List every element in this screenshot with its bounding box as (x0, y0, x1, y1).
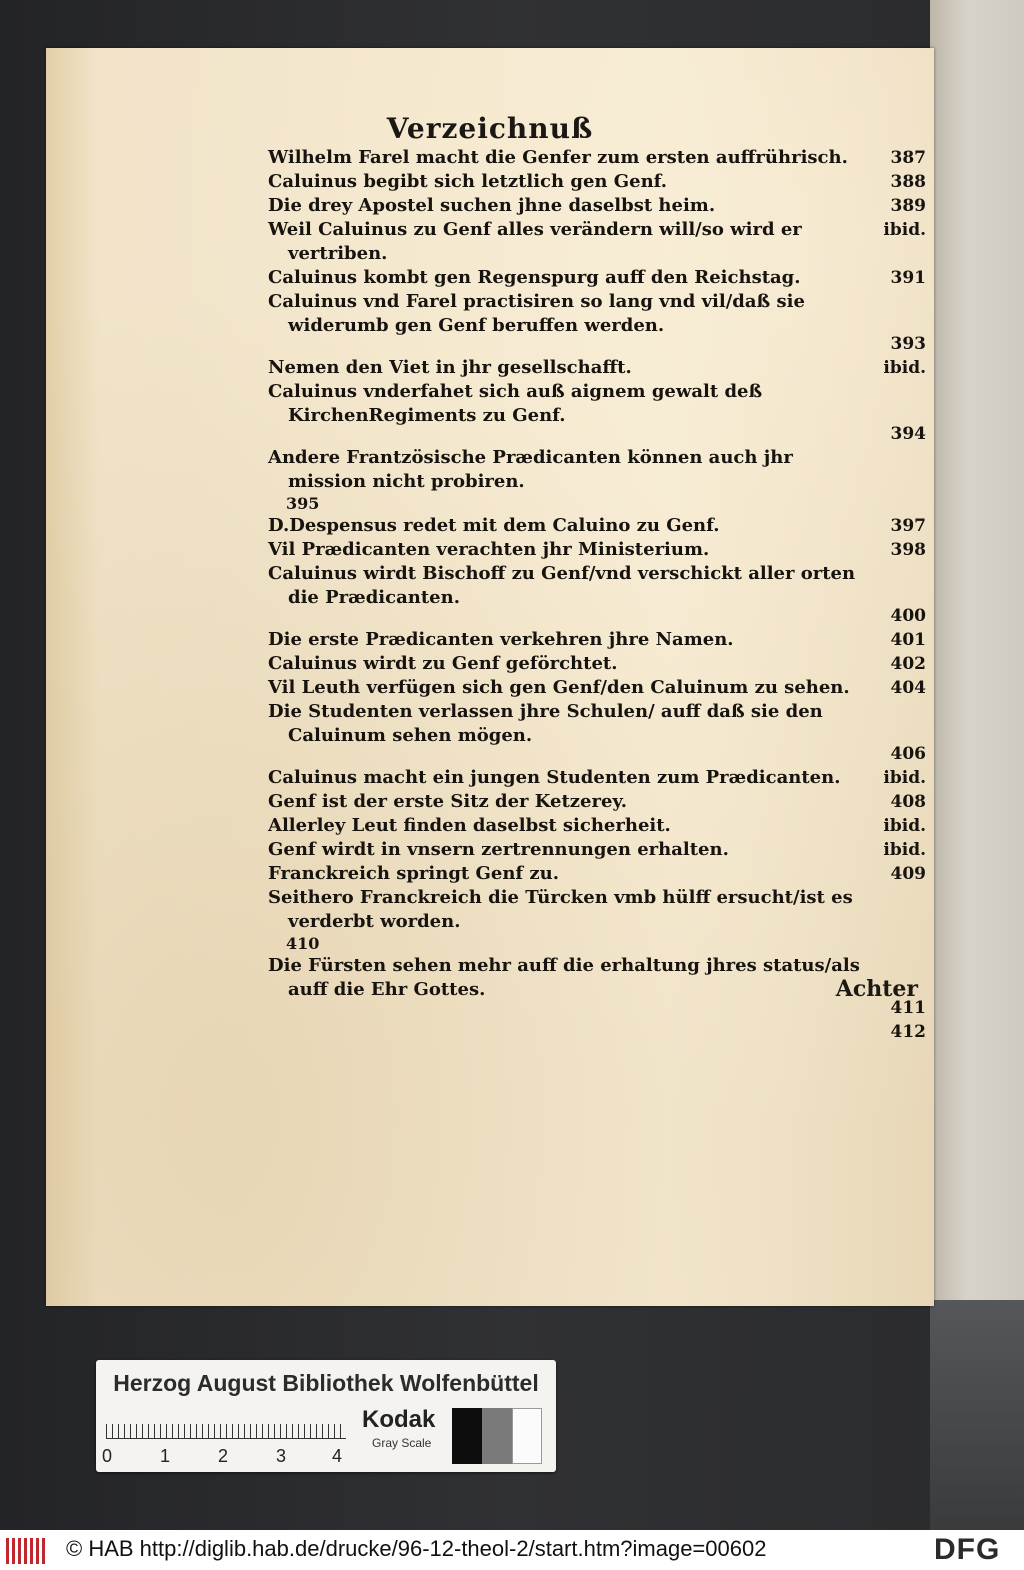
index-entry (268, 290, 928, 354)
entry-page-number: 398 (890, 540, 926, 560)
kodak-brand: Kodak (362, 1406, 436, 1433)
entry-page-number: 408 (890, 792, 926, 812)
index-entry (268, 170, 928, 194)
entry-text: Franckreich springt Genf zu. (268, 863, 560, 884)
ruler-number: 4 (332, 1446, 343, 1466)
book-page (46, 48, 934, 1306)
index-entry (268, 862, 928, 886)
gray-swatch-black (452, 1408, 482, 1464)
ruler-number: 0 (102, 1446, 113, 1466)
index-entry (268, 514, 928, 538)
entry-page-number: ibid. (883, 358, 926, 378)
facing-page-edge (930, 0, 1024, 1530)
entry-page-number: 401 (890, 630, 926, 650)
entry-page-number: ibid. (883, 840, 926, 860)
index-entries (268, 146, 928, 1042)
entry-text: Caluinus vnd Farel practisiren so lang vnd vil/daß sie widerumb gen Genf beruffen werden. (268, 291, 805, 336)
entry-page-number: ibid. (883, 220, 926, 240)
catchword: Achter (835, 976, 918, 1002)
dfg-logo: DFG (934, 1533, 1001, 1566)
entry-text: Caluinus wirdt zu Genf geförchtet. (268, 653, 618, 674)
index-entry (268, 538, 928, 562)
entry-page-number: 404 (890, 678, 926, 698)
facing-page-shadow (930, 1300, 1024, 1530)
index-entry (268, 356, 928, 380)
entry-text: Caluinus begibt sich letztlich gen Genf. (268, 171, 668, 192)
index-entry (268, 814, 928, 838)
entry-text: Wilhelm Farel macht die Genfer zum ersten auffrührisch. (268, 147, 848, 168)
entry-text: Caluinus vnderfahet sich auß aignem gewalt deß KirchenRegiments zu Genf. (268, 381, 763, 426)
entry-page-number: 400 (890, 606, 926, 626)
index-entry (268, 954, 928, 1018)
index-entry (268, 446, 928, 514)
entry-page-number: 394 (890, 424, 926, 444)
index-entry (268, 194, 928, 218)
color-scale-card (96, 1360, 556, 1472)
entry-page-number: 411 (890, 998, 926, 1018)
entry-text: Andere Frantzösische Prædicanten können auch jhr mission nicht probiren. (268, 447, 793, 492)
ruler-number: 1 (160, 1446, 171, 1466)
entry-text: Allerley Leut finden daselbst sicherheit. (268, 815, 671, 836)
entry-page-number: 388 (890, 172, 926, 192)
footer-credit-link[interactable]: © HAB http://diglib.hab.de/drucke/96-12-theol-2/start.htm?image=00602 (66, 1536, 767, 1561)
entry-page-number: 395 (286, 494, 320, 513)
entry-page-number: 409 (890, 864, 926, 884)
entry-text: Die erste Prædicanten verkehren jhre Namen. (268, 629, 734, 650)
kodak-subtitle: Gray Scale (372, 1436, 432, 1450)
index-entry (268, 838, 928, 862)
index-entry (268, 652, 928, 676)
entry-page-number: 393 (890, 334, 926, 354)
index-entry (268, 146, 928, 170)
entry-text: Genf wirdt in vnsern zertrennungen erhalten. (268, 839, 729, 860)
entry-page-number: 389 (890, 196, 926, 216)
index-entry (268, 766, 928, 790)
ruler-number: 2 (218, 1446, 229, 1466)
entry-page-number: ibid. (883, 768, 926, 788)
ruler-number: 3 (276, 1446, 287, 1466)
entry-text: Caluinus wirdt Bischoff zu Genf/vnd verschickt aller orten die Prædicanten. (268, 563, 856, 608)
ruler (106, 1412, 346, 1439)
entry-page-number: 402 (890, 654, 926, 674)
entry-text: Vil Prædicanten verachten jhr Ministerium. (268, 539, 710, 560)
entry-text: Caluinus kombt gen Regenspurg auff den Reichstag. (268, 267, 801, 288)
index-entry (268, 790, 928, 814)
entry-text: Die Studenten verlassen jhre Schulen/ auff daß sie den Caluinum sehen mögen. (268, 701, 823, 746)
entry-text: D.Despensus redet mit dem Caluino zu Genf. (268, 515, 720, 536)
gray-swatch-white (512, 1408, 542, 1464)
entry-text: Die drey Apostel suchen jhne daselbst heim. (268, 195, 716, 216)
entry-text: Vil Leuth verfügen sich gen Genf/den Caluinum zu sehen. (268, 677, 850, 698)
entry-page-number: 391 (890, 268, 926, 288)
index-entry (268, 380, 928, 444)
index-entry (268, 218, 928, 266)
entry-page-number: 387 (890, 148, 926, 168)
entry-page-number: 406 (890, 744, 926, 764)
index-entry (268, 266, 928, 290)
entry-text: Caluinus macht ein jungen Studenten zum Prædicanten. (268, 767, 841, 788)
footer-bar (0, 1530, 1024, 1570)
entry-text: Seithero Franckreich die Türcken vmb hülff ersucht/ist es verderbt worden. (268, 887, 853, 932)
hab-logo-icon (6, 1538, 46, 1564)
library-name: Herzog August Bibliothek Wolfenbüttel (113, 1370, 539, 1396)
entry-page-number: ibid. (883, 816, 926, 836)
entry-page-number: 412 (890, 1022, 926, 1042)
index-entry (268, 562, 928, 626)
entry-text: Nemen den Viet in jhr gesellschafft. (268, 357, 632, 378)
index-entry (268, 676, 928, 700)
gray-swatch-mid (482, 1408, 512, 1464)
entry-text: Genf ist der erste Sitz der Ketzerey. (268, 791, 628, 812)
page-heading: Verzeichnuß (386, 112, 594, 145)
index-entry (268, 886, 928, 954)
entry-page-number: 397 (890, 516, 926, 536)
entry-text: Die Fürsten sehen mehr auff die erhaltung jhres status/als auff die Ehr Gottes. (268, 955, 860, 1000)
entry-text: Weil Caluinus zu Genf alles verändern will/so wird er vertriben. (268, 219, 802, 264)
index-entry (268, 628, 928, 652)
index-entry (268, 700, 928, 764)
entry-page-number: 410 (286, 934, 320, 953)
